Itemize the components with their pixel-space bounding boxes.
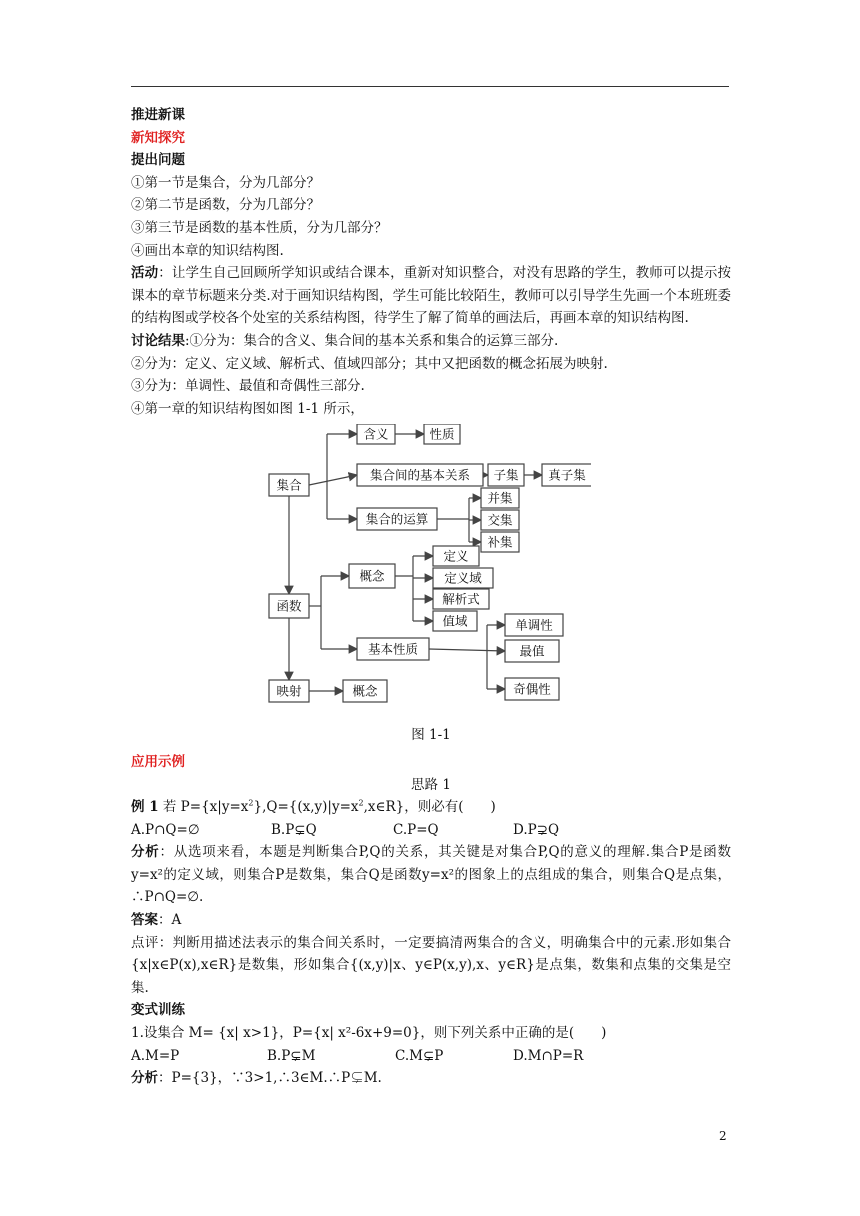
example-1-label: 例 1 <box>131 799 159 816</box>
diagram-label-dandiaoxing: 单调性 <box>515 617 553 633</box>
variant-1-analysis <box>131 1067 731 1090</box>
answer-line <box>131 909 731 932</box>
diagram-label-zhiyu: 值域 <box>442 613 468 629</box>
diagram-node-dingyi <box>433 546 479 566</box>
result-4: ④第一章的知识结构图如图 1-1 所示， <box>131 400 364 417</box>
diagram-node-bingji <box>481 488 519 508</box>
approach-label: 思路 1 <box>411 776 451 793</box>
answer-label: 答案 <box>131 912 158 929</box>
answer-text: ：A <box>158 912 182 929</box>
diagram-label-jiouxing: 奇偶性 <box>513 681 551 697</box>
option-d: D.P⊋Q <box>513 821 560 838</box>
diagram-label-jiaoji: 交集 <box>487 512 513 528</box>
example-1 <box>131 796 731 819</box>
diagram-node-jibenguanxi <box>357 464 483 486</box>
diagram-node-hanyi <box>357 424 395 444</box>
example-1-text-d: ,x∈R}，则必有( ) <box>363 799 496 816</box>
heading-main: 推进新课 <box>131 107 185 123</box>
example-1-options <box>131 819 731 842</box>
diagram-node-dandiaoxing <box>505 614 563 636</box>
diagram-label-bingji: 并集 <box>487 490 513 506</box>
diagram-node-dingyiyu <box>433 568 493 588</box>
sup-2b: 2 <box>358 798 364 808</box>
diagram-node-gainian <box>349 564 395 588</box>
diagram-label-zuizhi: 最值 <box>519 643 545 659</box>
diagram-node-gainian2 <box>343 680 387 702</box>
result-1 <box>131 330 731 353</box>
activity-paragraph <box>131 262 731 330</box>
v1-analysis-text: ：P={3}，∵3>1,∴3∈M.∴P⊊M. <box>158 1070 382 1087</box>
result-1-text: :①分为：集合的含义、集合间的基本关系和集合的运算三部分. <box>185 332 559 349</box>
v1-option-a: A.M=P <box>131 1047 180 1064</box>
page-content <box>131 104 731 1090</box>
diagram-node-jihe <box>269 474 309 496</box>
activity-label: 活动 <box>131 265 159 282</box>
option-b: B.P⊊Q <box>271 821 317 838</box>
diagram-connector <box>309 475 357 485</box>
diagram-node-buji <box>481 532 519 552</box>
result-2: ②分为：定义、定义域、解析式、值域四部分；其中又把函数的概念拓展为映射. <box>131 355 608 372</box>
diagram-node-zuizhi <box>505 640 559 662</box>
diagram-label-ziji: 子集 <box>493 467 519 483</box>
heading-variant: 变式训练 <box>131 1002 185 1019</box>
knowledge-structure-diagram <box>131 424 731 724</box>
v1-option-b: B.P⊊M <box>267 1047 316 1064</box>
option-c: C.P=Q <box>393 821 439 838</box>
question-3: ③第三节是函数的基本性质，分为几部分？ <box>131 219 388 236</box>
diagram-label-hanshu: 函数 <box>276 598 302 614</box>
analysis-label: 分析 <box>131 844 160 861</box>
diagram-node-jibenxingzhi <box>357 638 429 660</box>
diagram-node-yunsuan <box>357 508 437 530</box>
example-1-text-a: 若 P={x|y=x <box>162 799 249 816</box>
diagram-label-buji: 补集 <box>487 534 513 550</box>
diagram-connector <box>429 649 505 651</box>
diagram-label-xingzhi: 性质 <box>429 426 455 442</box>
question-1: ①第一节是集合，分为几部分？ <box>131 174 320 191</box>
diagram-label-gainian2: 概念 <box>352 683 378 699</box>
diagram-node-zhenziji <box>542 464 591 486</box>
figure-caption: 图 1-1 <box>411 727 451 744</box>
variant-1-options <box>131 1045 731 1068</box>
v1-option-c: C.M⊊P <box>395 1047 444 1064</box>
diagram-node-jiexishi <box>433 589 489 609</box>
heading-new-knowledge: 新知探究 <box>131 129 185 146</box>
diagram-label-jibenxingzhi: 基本性质 <box>367 641 419 657</box>
page-number: 2 <box>719 1129 727 1143</box>
diagram-node-hanshu <box>269 594 309 618</box>
diagram-node-jiouxing <box>505 678 559 700</box>
diagram-label-hanyi: 含义 <box>363 426 389 442</box>
analysis-paragraph <box>131 841 731 909</box>
diagram-node-zhiyu <box>433 611 477 631</box>
variant-1-question: 1.设集合 M= {x| x>1}，P={x| x²-6x+9=0}，则下列关系中正确的是( ) <box>131 1025 607 1042</box>
result-3: ③分为：单调性、最值和奇偶性三部分. <box>131 378 365 395</box>
heading-apply: 应用示例 <box>131 753 185 770</box>
diagram-label-jibenguanxi: 集合间的基本关系 <box>369 467 471 483</box>
analysis-text: ：从选项来看，本题是判断集合P,Q的关系，其关键是对集合P,Q的意义的理解.集合P是函数y=x²的定义域，则集合P是数集，集合Q是函数y=x²的图象上的点组成的集合，则集合Q是点集，∴P∩Q=∅. <box>131 844 732 906</box>
diagram-nodes <box>131 424 591 718</box>
v1-analysis-label: 分析 <box>131 1070 158 1087</box>
diagram-label-yunsuan: 集合的运算 <box>365 511 429 527</box>
diagram-label-zhenziji: 真子集 <box>548 467 586 483</box>
diagram-node-yingshe <box>269 680 309 702</box>
diagram-label-dingyi: 定义 <box>443 548 469 564</box>
option-a: A.P∩Q=∅ <box>131 821 200 838</box>
diagram-label-dingyiyu: 定义域 <box>444 570 482 586</box>
diagram-label-jiexishi: 解析式 <box>442 591 480 607</box>
diagram-label-jihe: 集合 <box>276 477 302 493</box>
diagram-label-yingshe: 映射 <box>276 683 302 699</box>
diagram-label-gainian: 概念 <box>359 568 385 584</box>
result-label: 讨论结果 <box>131 332 185 349</box>
diagram-node-ziji <box>488 464 524 486</box>
example-1-text-c: Q={(x,y)|y=x <box>266 799 359 816</box>
question-4: ④画出本章的知识结构图. <box>131 242 284 259</box>
activity-text: ：让学生自己回顾所学知识或结合课本，重新对知识整合，对没有思路的学生，教师可以提示按课本的章节标题来分类.对于画知识结构图，学生可能比较陌生，教师可以引导学生先画一个本班班委的结构图或学校各个处室的关系结构图，待学生了解了简单的画法后，再画本章的知识结构图. <box>131 265 732 327</box>
comment-paragraph: 点评：判断用描述法表示的集合间关系时，一定要搞清两集合的含义，明确集合中的元素.形如集合{x|x∈P(x),x∈R}是数集，形如集合{(x,y)|x、y∈P(x,y),x、y∈R}是点集，数集和点集的交集是空集. <box>131 934 731 996</box>
example-1-text-b: }, <box>253 799 267 816</box>
diagram-node-xingzhi <box>424 424 460 444</box>
header-rule <box>131 86 729 87</box>
question-2: ②第二节是函数，分为几部分？ <box>131 197 320 214</box>
heading-question: 提出问题 <box>131 152 185 169</box>
diagram-node-jiaoji <box>481 510 519 530</box>
v1-option-d: D.M∩P=R <box>513 1047 584 1064</box>
sup-2: 2 <box>248 798 254 808</box>
